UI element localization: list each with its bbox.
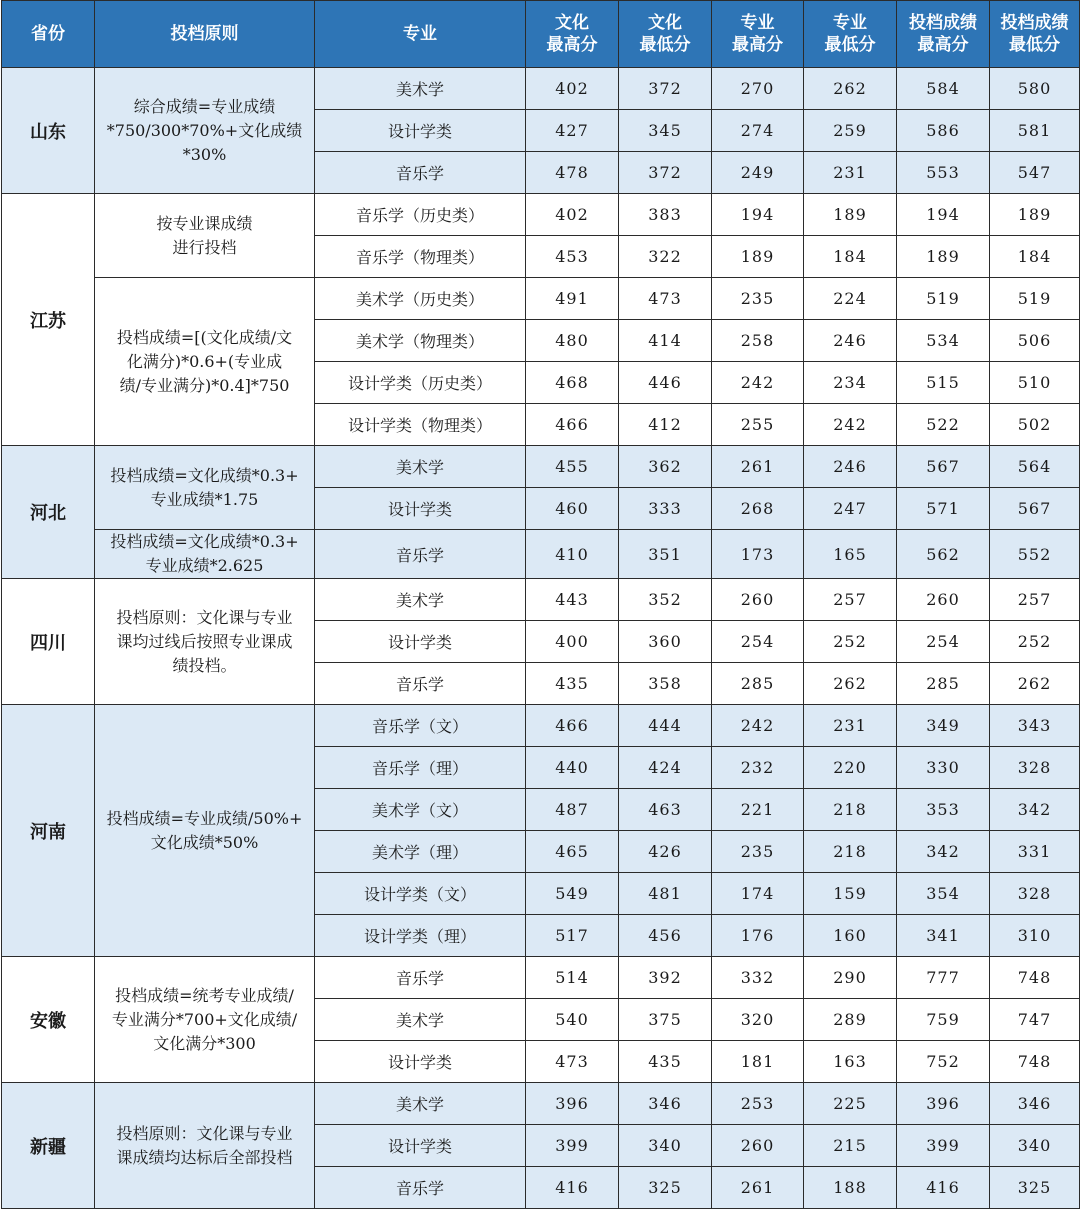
total-min-cell: 506 (990, 320, 1080, 362)
culture-max-cell: 540 (526, 999, 619, 1041)
culture-max-cell: 480 (526, 320, 619, 362)
province-cell: 河北 (2, 446, 95, 579)
major-cell: 音乐学 (315, 1167, 526, 1209)
major-score-max-cell: 235 (712, 831, 804, 873)
principle-line: 专业满分*700+文化成绩/ (111, 1009, 298, 1029)
major-score-max-cell: 285 (712, 663, 804, 705)
culture-min-cell: 412 (619, 404, 712, 446)
major-score-max-cell: 242 (712, 705, 804, 747)
header-text: 最高分 (732, 35, 783, 55)
culture-max-cell: 400 (526, 621, 619, 663)
principle-line: 文化成绩*50% (150, 832, 259, 852)
principle-line: 投档原则：文化课与专业 (116, 607, 293, 627)
total-min-cell: 747 (990, 999, 1080, 1041)
province-cell: 四川 (2, 579, 95, 705)
total-max-cell: 567 (897, 446, 990, 488)
major-score-min-cell: 163 (804, 1041, 897, 1083)
culture-max-cell: 427 (526, 110, 619, 152)
total-min-cell: 325 (990, 1167, 1080, 1209)
principle-cell (95, 446, 315, 530)
major-score-min-cell: 247 (804, 488, 897, 530)
table-row (2, 278, 1080, 320)
major-score-min-cell: 234 (804, 362, 897, 404)
culture-min-cell: 435 (619, 1041, 712, 1083)
major-cell: 设计学类 (315, 621, 526, 663)
principle-line: 投档成绩=[(文化成绩/文 (116, 327, 293, 347)
major-score-max-cell: 242 (712, 362, 804, 404)
total-min-cell: 581 (990, 110, 1080, 152)
province-cell: 新疆 (2, 1083, 95, 1209)
total-min-cell: 346 (990, 1083, 1080, 1125)
culture-min-cell: 414 (619, 320, 712, 362)
header-text: 文化 (648, 13, 682, 33)
total-min-cell: 564 (990, 446, 1080, 488)
principle-cell (95, 957, 315, 1083)
culture-max-cell: 440 (526, 747, 619, 789)
total-min-cell: 310 (990, 915, 1080, 957)
table-row (2, 446, 1080, 488)
major-score-max-cell: 174 (712, 873, 804, 915)
major-score-min-cell: 242 (804, 404, 897, 446)
total-max-cell: 562 (897, 530, 990, 579)
header-text: 投档成绩 (909, 13, 977, 33)
principle-line: 进行投档 (172, 237, 237, 257)
culture-min-cell: 322 (619, 236, 712, 278)
major-score-min-cell: 246 (804, 320, 897, 362)
culture-max-cell: 468 (526, 362, 619, 404)
principle-header (95, 1, 315, 68)
total-max-cell: 353 (897, 789, 990, 831)
major-score-max-cell: 189 (712, 236, 804, 278)
table-row (2, 68, 1080, 110)
culture-min-cell: 362 (619, 446, 712, 488)
total-max-cell: 777 (897, 957, 990, 999)
table-row (2, 957, 1080, 999)
total-min-cell: 519 (990, 278, 1080, 320)
principle-line: 投档成绩=统考专业成绩/ (115, 985, 294, 1005)
total-max-cell: 260 (897, 579, 990, 621)
total-max-cell: 342 (897, 831, 990, 873)
major-score-max-cell: 253 (712, 1083, 804, 1125)
major-cell: 音乐学 (315, 957, 526, 999)
culture-min-cell: 456 (619, 915, 712, 957)
table-row (2, 1083, 1080, 1125)
culture-min-cell: 446 (619, 362, 712, 404)
major-score-max-cell: 181 (712, 1041, 804, 1083)
major-cell: 音乐学（历史类） (315, 194, 526, 236)
header-text: 最低分 (639, 35, 691, 55)
header-text: 最高分 (546, 35, 598, 55)
major-score-max-cell: 221 (712, 789, 804, 831)
major-score-min-cell: 218 (804, 831, 897, 873)
total-max-cell: 553 (897, 152, 990, 194)
major-score-min-cell: 215 (804, 1125, 897, 1167)
major-cell: 美术学（理） (315, 831, 526, 873)
major-score-max-cell: 260 (712, 579, 804, 621)
culture-min-cell: 360 (619, 621, 712, 663)
culture-max-cell: 402 (526, 68, 619, 110)
header-text: 最低分 (1009, 35, 1060, 55)
culture-max-cell: 396 (526, 1083, 619, 1125)
culture-max-cell: 487 (526, 789, 619, 831)
province-cell: 江苏 (2, 194, 95, 446)
culture-min-cell: 346 (619, 1083, 712, 1125)
principle-cell (95, 705, 315, 957)
major-score-min-cell: 252 (804, 621, 897, 663)
header-text: 最高分 (917, 35, 969, 55)
principle-line: 投档成绩=专业成绩/50%+ (106, 808, 303, 828)
major-cell: 音乐学 (315, 152, 526, 194)
major-score-max-cell: 261 (712, 446, 804, 488)
total-max-cell: 254 (897, 621, 990, 663)
header-text: 专业 (833, 13, 867, 33)
total-max-cell: 285 (897, 663, 990, 705)
major-score-min-cell: 262 (804, 663, 897, 705)
header-text: 最低分 (824, 35, 876, 55)
total-min-cell: 502 (990, 404, 1080, 446)
major-score-min-cell: 159 (804, 873, 897, 915)
major-score-min-cell: 231 (804, 705, 897, 747)
table-row (2, 579, 1080, 621)
culture-max-cell: 549 (526, 873, 619, 915)
total-min-cell: 184 (990, 236, 1080, 278)
total-max-cell: 515 (897, 362, 990, 404)
header-row (2, 1, 1080, 68)
major-score-min-cell: 290 (804, 957, 897, 999)
header-text: 专业 (740, 13, 775, 33)
major-score-min-cell: 231 (804, 152, 897, 194)
total-min-cell: 189 (990, 194, 1080, 236)
major-score-min-cell: 218 (804, 789, 897, 831)
major-cell: 美术学（历史类） (315, 278, 526, 320)
major-cell: 音乐学 (315, 663, 526, 705)
major-cell: 设计学类（文） (315, 873, 526, 915)
principle-cell (95, 530, 315, 579)
major-cell: 美术学 (315, 446, 526, 488)
major-score-min-cell: 262 (804, 68, 897, 110)
total-min-cell: 547 (990, 152, 1080, 194)
table-header (2, 1, 1080, 68)
principle-cell (95, 278, 315, 446)
total-max-cell: 519 (897, 278, 990, 320)
major-cell: 设计学类 (315, 488, 526, 530)
principle-line: 投档原则：文化课与专业 (116, 1123, 293, 1143)
culture-min-cell: 358 (619, 663, 712, 705)
culture-max-cell: 466 (526, 404, 619, 446)
major-header (315, 1, 526, 68)
culture-max-header (526, 1, 619, 68)
culture-min-cell: 426 (619, 831, 712, 873)
major-cell: 美术学（物理类） (315, 320, 526, 362)
culture-min-cell: 392 (619, 957, 712, 999)
principle-line: 专业成绩*2.625 (145, 556, 264, 575)
culture-min-cell: 340 (619, 1125, 712, 1167)
total-min-cell: 748 (990, 957, 1080, 999)
major-score-min-header (804, 1, 897, 68)
total-min-cell: 748 (990, 1041, 1080, 1083)
total-min-cell: 262 (990, 663, 1080, 705)
total-min-cell: 343 (990, 705, 1080, 747)
table-row (2, 194, 1080, 236)
total-max-cell: 584 (897, 68, 990, 110)
total-max-cell: 399 (897, 1125, 990, 1167)
major-cell: 设计学类（理） (315, 915, 526, 957)
total-min-cell: 328 (990, 873, 1080, 915)
culture-min-cell: 463 (619, 789, 712, 831)
principle-cell (95, 579, 315, 705)
principle-line: 投档成绩=文化成绩*0.3+ (110, 465, 299, 485)
major-score-min-cell: 160 (804, 915, 897, 957)
principle-line: 按专业课成绩 (156, 213, 253, 233)
principle-line: 课均过线后按照专业课成 (116, 631, 293, 651)
major-cell: 音乐学（理） (315, 747, 526, 789)
major-cell: 美术学（文） (315, 789, 526, 831)
major-cell: 音乐学（物理类） (315, 236, 526, 278)
major-cell: 音乐学 (315, 530, 526, 579)
table-row (2, 530, 1080, 579)
header-text: 文化 (555, 13, 589, 33)
principle-cell (95, 68, 315, 194)
culture-min-cell: 444 (619, 705, 712, 747)
total-max-cell: 416 (897, 1167, 990, 1209)
header-text: 投档原则 (170, 24, 239, 44)
culture-min-cell: 351 (619, 530, 712, 579)
major-score-max-cell: 194 (712, 194, 804, 236)
province-cell: 河南 (2, 705, 95, 957)
major-score-max-cell: 258 (712, 320, 804, 362)
culture-min-cell: 375 (619, 999, 712, 1041)
major-cell: 设计学类 (315, 1125, 526, 1167)
total-max-cell: 571 (897, 488, 990, 530)
culture-min-cell: 325 (619, 1167, 712, 1209)
table-body (2, 68, 1080, 1209)
principle-line: 文化满分*300 (153, 1033, 256, 1053)
major-score-max-cell: 332 (712, 957, 804, 999)
culture-max-cell: 514 (526, 957, 619, 999)
principle-cell (95, 194, 315, 278)
total-max-cell: 189 (897, 236, 990, 278)
total-min-cell: 580 (990, 68, 1080, 110)
culture-max-cell: 410 (526, 530, 619, 579)
total-min-cell: 510 (990, 362, 1080, 404)
major-cell: 美术学 (315, 1083, 526, 1125)
major-score-max-cell: 235 (712, 278, 804, 320)
total-max-cell: 759 (897, 999, 990, 1041)
culture-max-cell: 517 (526, 915, 619, 957)
major-score-max-cell: 274 (712, 110, 804, 152)
culture-min-header (619, 1, 712, 68)
major-cell: 设计学类 (315, 110, 526, 152)
major-score-max-cell: 320 (712, 999, 804, 1041)
total-min-cell: 340 (990, 1125, 1080, 1167)
major-score-min-cell: 257 (804, 579, 897, 621)
culture-max-cell: 466 (526, 705, 619, 747)
culture-min-cell: 333 (619, 488, 712, 530)
principle-line: 综合成绩=专业成绩 (133, 96, 276, 116)
major-score-min-cell: 184 (804, 236, 897, 278)
major-score-max-cell: 249 (712, 152, 804, 194)
major-cell: 美术学 (315, 999, 526, 1041)
culture-min-cell: 481 (619, 873, 712, 915)
total-max-cell: 534 (897, 320, 990, 362)
admission-score-table (1, 0, 1080, 1209)
major-score-min-cell: 224 (804, 278, 897, 320)
principle-line: 化满分)*0.6+(专业成 (126, 351, 283, 371)
header-text: 省份 (31, 24, 65, 44)
principle-cell (95, 1083, 315, 1209)
table-row (2, 705, 1080, 747)
principle-line: *750/300*70%+文化成绩 (106, 120, 303, 140)
major-score-max-cell: 260 (712, 1125, 804, 1167)
total-max-cell: 194 (897, 194, 990, 236)
province-header (2, 1, 95, 68)
major-score-max-cell: 176 (712, 915, 804, 957)
major-score-min-cell: 189 (804, 194, 897, 236)
major-cell: 设计学类（历史类） (315, 362, 526, 404)
major-score-min-cell: 289 (804, 999, 897, 1041)
total-min-cell: 567 (990, 488, 1080, 530)
major-score-min-cell: 259 (804, 110, 897, 152)
total-min-cell: 328 (990, 747, 1080, 789)
major-score-min-cell: 246 (804, 446, 897, 488)
total-max-cell: 341 (897, 915, 990, 957)
principle-line: *30% (182, 144, 227, 164)
culture-max-cell: 453 (526, 236, 619, 278)
culture-max-cell: 416 (526, 1167, 619, 1209)
culture-max-cell: 435 (526, 663, 619, 705)
culture-max-cell: 460 (526, 488, 619, 530)
total-max-cell: 586 (897, 110, 990, 152)
total-min-cell: 252 (990, 621, 1080, 663)
major-score-max-cell: 254 (712, 621, 804, 663)
major-cell: 美术学 (315, 579, 526, 621)
culture-min-cell: 424 (619, 747, 712, 789)
major-score-min-cell: 188 (804, 1167, 897, 1209)
total-max-cell: 396 (897, 1083, 990, 1125)
culture-min-cell: 372 (619, 152, 712, 194)
culture-min-cell: 352 (619, 579, 712, 621)
culture-min-cell: 372 (619, 68, 712, 110)
major-score-min-cell: 220 (804, 747, 897, 789)
major-cell: 音乐学（文） (315, 705, 526, 747)
total-min-cell: 331 (990, 831, 1080, 873)
major-score-max-cell: 270 (712, 68, 804, 110)
total-min-header (990, 1, 1080, 68)
major-cell: 美术学 (315, 68, 526, 110)
culture-max-cell: 491 (526, 278, 619, 320)
total-min-cell: 342 (990, 789, 1080, 831)
major-score-min-cell: 225 (804, 1083, 897, 1125)
culture-max-cell: 443 (526, 579, 619, 621)
major-score-min-cell: 165 (804, 530, 897, 579)
major-score-max-cell: 232 (712, 747, 804, 789)
culture-max-cell: 455 (526, 446, 619, 488)
culture-max-cell: 465 (526, 831, 619, 873)
principle-line: 投档成绩=文化成绩*0.3+ (110, 532, 299, 551)
province-cell: 山东 (2, 68, 95, 194)
total-max-cell: 752 (897, 1041, 990, 1083)
culture-max-cell: 399 (526, 1125, 619, 1167)
culture-min-cell: 383 (619, 194, 712, 236)
major-score-max-cell: 173 (712, 530, 804, 579)
major-score-max-header (712, 1, 804, 68)
province-cell: 安徽 (2, 957, 95, 1083)
major-score-max-cell: 255 (712, 404, 804, 446)
header-text: 专业 (403, 24, 437, 44)
total-max-cell: 354 (897, 873, 990, 915)
culture-min-cell: 473 (619, 278, 712, 320)
culture-min-cell: 345 (619, 110, 712, 152)
principle-line: 课成绩均达标后全部投档 (116, 1147, 293, 1167)
total-max-cell: 330 (897, 747, 990, 789)
culture-max-cell: 478 (526, 152, 619, 194)
total-max-cell: 522 (897, 404, 990, 446)
total-max-header (897, 1, 990, 68)
major-score-max-cell: 261 (712, 1167, 804, 1209)
total-min-cell: 552 (990, 530, 1080, 579)
culture-max-cell: 473 (526, 1041, 619, 1083)
culture-max-cell: 402 (526, 194, 619, 236)
major-score-max-cell: 268 (712, 488, 804, 530)
total-max-cell: 349 (897, 705, 990, 747)
principle-line: 绩/专业满分)*0.4]*750 (119, 375, 290, 395)
principle-line: 绩投档。 (172, 655, 237, 675)
major-cell: 设计学类（物理类） (315, 404, 526, 446)
major-cell: 设计学类 (315, 1041, 526, 1083)
principle-line: 专业成绩*1.75 (150, 489, 259, 509)
total-min-cell: 257 (990, 579, 1080, 621)
header-text: 投档成绩 (1000, 13, 1069, 33)
